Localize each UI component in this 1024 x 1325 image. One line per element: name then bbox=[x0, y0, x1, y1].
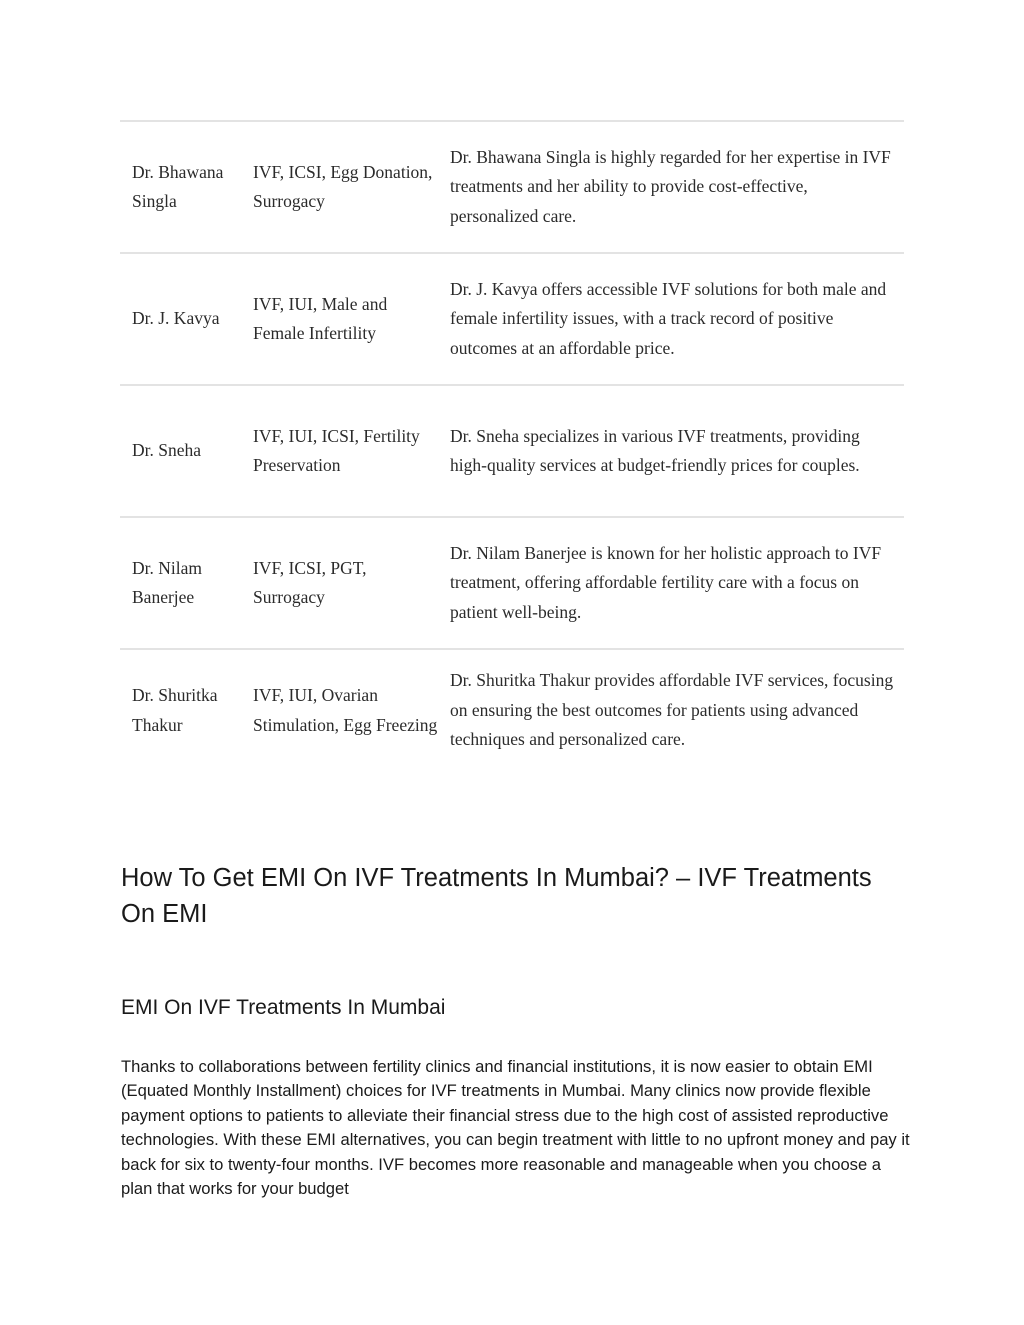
doctor-name: Dr. Nilam Banerjee bbox=[132, 557, 202, 607]
doctor-treatments: IVF, IUI, Male and Female Infertility bbox=[253, 293, 388, 343]
section-heading: How To Get EMI On IVF Treatments In Mumbai? – IVF Treatments On EMI bbox=[121, 864, 872, 928]
doctor-name: Dr. Bhawana Singla bbox=[132, 161, 224, 211]
section-subheading: EMI On IVF Treatments In Mumbai bbox=[121, 996, 446, 1019]
table-row bbox=[120, 649, 904, 771]
body-paragraph: Thanks to collaborations between fertility clinics and financial institutions, it is now easier to obtain EMI (Equated Monthly Installment) choices for IVF treatments in Mumbai. Many clinics now provide flexible payment options to patients to alleviate their financial stress due to the high cost of assisted reproductive technologies. With these EMI alternatives, you can begin treatment with little to no upfront money and pay it back for six to twenty-four months. IVF becomes more reasonable and manageable when you choose a plan that works for your budget bbox=[121, 1057, 910, 1199]
doctor-name: Dr. J. Kavya bbox=[132, 308, 220, 329]
table-row bbox=[120, 385, 904, 517]
table-row bbox=[120, 253, 904, 385]
doctor-description: Dr. Sneha specializes in various IVF treatments, providing high-quality services at budget-friendly prices for couples. bbox=[450, 425, 860, 475]
table-row bbox=[120, 121, 904, 253]
doctor-treatments: IVF, ICSI, Egg Donation, Surrogacy bbox=[253, 161, 433, 211]
doctor-description: Dr. Shuritka Thakur provides affordable IVF services, focusing on ensuring the best outcomes for patients using advanced techniques and personalized care. bbox=[450, 670, 894, 750]
doctor-description: Dr. Bhawana Singla is highly regarded for her expertise in IVF treatments and her ability to provide cost-effective, personalized care. bbox=[450, 146, 891, 226]
doctor-description: Dr. Nilam Banerjee is known for her holistic approach to IVF treatment, offering affordable fertility care with a focus on patient well-being. bbox=[450, 542, 882, 622]
doctors-table bbox=[120, 120, 904, 771]
doctor-description: Dr. J. Kavya offers accessible IVF solutions for both male and female infertility issues, with a track record of positive outcomes at an affordable price. bbox=[450, 278, 887, 358]
table-row bbox=[120, 517, 904, 649]
doctor-name: Dr. Shuritka Thakur bbox=[132, 685, 218, 735]
doctor-name: Dr. Sneha bbox=[132, 440, 202, 461]
doctor-treatments: IVF, IUI, ICSI, Fertility Preservation bbox=[253, 425, 420, 475]
doctor-treatments: IVF, IUI, Ovarian Stimulation, Egg Freezing bbox=[253, 685, 438, 735]
doctor-treatments: IVF, ICSI, PGT, Surrogacy bbox=[253, 557, 367, 607]
